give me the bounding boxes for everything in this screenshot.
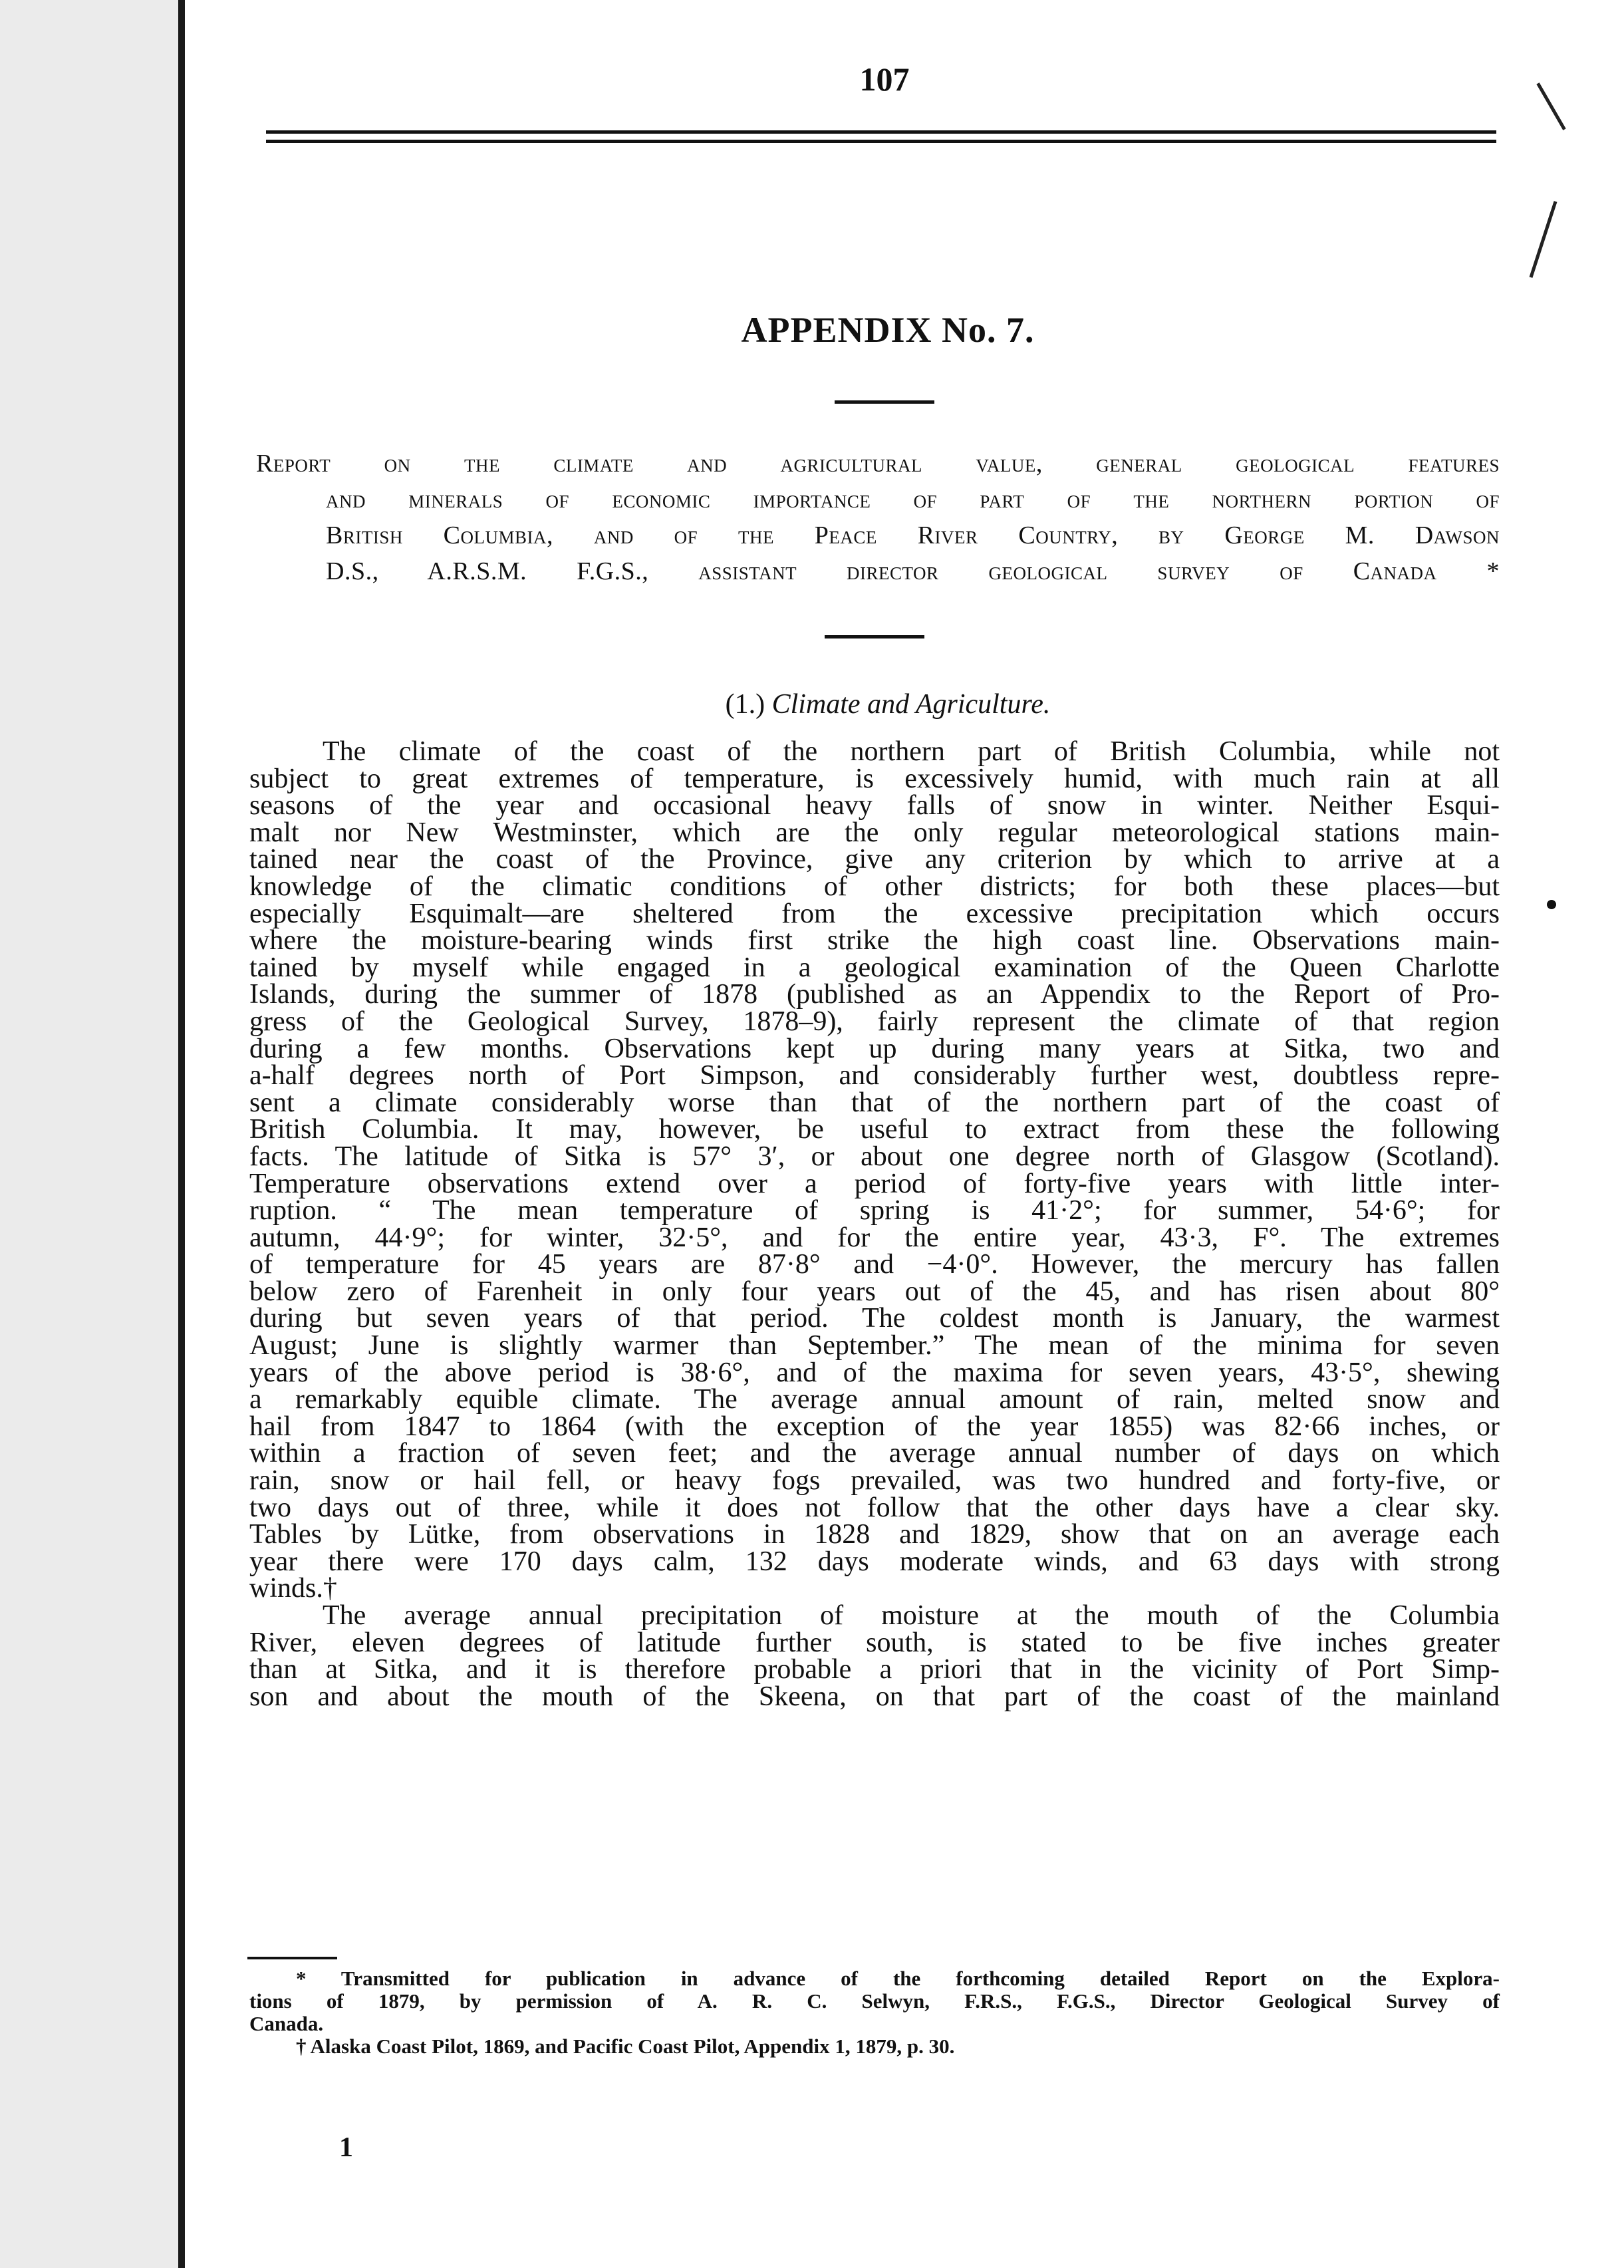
body-line: sent a climate considerably worse than that of the northern part of the coast of bbox=[249, 1087, 1500, 1118]
body-text bbox=[249, 738, 1500, 1710]
body-line: of temperature for 45 years are 87·8° and −4·0°. However, the mercury has fallen bbox=[249, 1249, 1500, 1280]
body-line: River, eleven degrees of latitude further south, is stated to be five inches greater bbox=[249, 1627, 1500, 1658]
body-line: within a fraction of seven feet; and the average annual number of days on which bbox=[249, 1438, 1500, 1469]
body-line: son and about the mouth of the Skeena, on that part of the coast of the mainland bbox=[249, 1681, 1500, 1712]
body-line: a remarkably equible climate. The average annual amount of rain, melted snow and bbox=[249, 1384, 1500, 1415]
report-line: Report on the climate and agricultural value, general geological features bbox=[256, 450, 1500, 478]
body-line: autumn, 44·9°; for winter, 32·5°, and for the entire year, 43·3, F°. The extremes bbox=[249, 1222, 1500, 1253]
body-line: hail from 1847 to 1864 (with the exception of the year 1855) was 82·66 inches, or bbox=[249, 1411, 1500, 1442]
body-line: The climate of the coast of the northern part of British Columbia, while not bbox=[323, 736, 1500, 767]
appendix-title: APPENDIX No. 7. bbox=[741, 310, 1035, 350]
body-line: British Columbia. It may, however, be useful to extract from these the following bbox=[249, 1114, 1500, 1145]
body-line: where the moisture-bearing winds first strike the high coast line. Observations main- bbox=[249, 925, 1500, 956]
report-line: British Columbia, and of the Peace River Country, by George M. Dawson bbox=[326, 521, 1500, 549]
body-line: rain, snow or hail fell, or heavy fogs prevailed, was two hundred and forty-five, or bbox=[249, 1465, 1500, 1496]
body-line: tained by myself while engaged in a geological examination of the Queen Charlotte bbox=[249, 952, 1500, 983]
body-line: Temperature observations extend over a period of forty-five years with little inter- bbox=[249, 1168, 1500, 1199]
body-line: winds.† bbox=[249, 1573, 337, 1604]
footnote-line: tions of 1879, by permission of A. R. C. Selwyn, F.R.S., F.G.S., Director Geological Survey of bbox=[249, 1989, 1500, 2013]
report-description bbox=[256, 446, 1500, 589]
report-line: D.S., A.R.S.M. F.G.S., assistant director geological survey of Canada * bbox=[326, 557, 1500, 585]
body-line: malt nor New Westminster, which are the only regular meteorological stations main- bbox=[249, 817, 1500, 848]
body-line: facts. The latitude of Sitka is 57° 3′, or about one degree north of Glasgow (Scotland). bbox=[249, 1141, 1500, 1172]
body-line: gress of the Geological Survey, 1878–9), fairly represent the climate of that region bbox=[249, 1006, 1500, 1037]
scan-page-edge bbox=[178, 0, 185, 2268]
report-separator-rule bbox=[825, 635, 924, 638]
body-line: years of the above period is 38·6°, and of the maxima for seven years, 43·5°, shewing bbox=[249, 1357, 1500, 1388]
footnote-rule bbox=[247, 1957, 337, 1959]
header-rule-top bbox=[266, 130, 1496, 134]
scan-margin-left bbox=[0, 0, 180, 2268]
page-number: 107 bbox=[859, 61, 910, 98]
body-line: seasons of the year and occasional heavy falls of snow in winter. Neither Esqui- bbox=[249, 790, 1500, 821]
section-heading bbox=[266, 688, 1510, 720]
body-line: than at Sitka, and it is therefore probable a priori that in the vicinity of Port Simp- bbox=[249, 1654, 1500, 1685]
body-line: The average annual precipitation of moisture at the mouth of the Columbia bbox=[323, 1600, 1500, 1631]
body-line: August; June is slightly warmer than September.” The mean of the minima for seven bbox=[249, 1330, 1500, 1361]
body-line: Islands, during the summer of 1878 (published as an Appendix to the Report of Pro- bbox=[249, 979, 1500, 1010]
body-line: subject to great extremes of temperature, is excessively humid, with much rain at all bbox=[249, 763, 1500, 794]
section-title: Climate and Agriculture. bbox=[771, 689, 1051, 720]
body-line: year there were 170 days calm, 132 days moderate winds, and 63 days with strong bbox=[249, 1546, 1500, 1577]
body-line: two days out of three, while it does not follow that the other days have a clear sky. bbox=[249, 1492, 1500, 1523]
body-line: below zero of Farenheit in only four years out of the 45, and has risen about 80° bbox=[249, 1276, 1500, 1307]
margin-ink-dot bbox=[1547, 900, 1556, 909]
report-line: and minerals of economic importance of part of the northern portion of bbox=[326, 486, 1500, 513]
sheet-signature-mark: 1 bbox=[339, 2132, 353, 2163]
title-separator-rule bbox=[835, 400, 934, 404]
body-line: ruption. “ The mean temperature of spring is 41·2°; for summer, 54·6°; for bbox=[249, 1195, 1500, 1226]
footnotes bbox=[249, 1967, 1500, 2058]
body-line: a-half degrees north of Port Simpson, and considerably further west, doubtless repre- bbox=[249, 1060, 1500, 1091]
body-line: during a few months. Observations kept up during many years at Sitka, two and bbox=[249, 1033, 1500, 1064]
footnote-line: † Alaska Coast Pilot, 1869, and Pacific Coast Pilot, Appendix 1, 1879, p. 30. bbox=[296, 2035, 955, 2058]
body-line: especially Esquimalt—are sheltered from the excessive precipitation which occurs bbox=[249, 898, 1500, 929]
body-line: tained near the coast of the Province, give any criterion by which to arrive at a bbox=[249, 844, 1500, 875]
header-rule-bottom bbox=[266, 140, 1496, 143]
body-line: knowledge of the climatic conditions of other districts; for both these places—but bbox=[249, 871, 1500, 902]
body-line: during but seven years of that period. The coldest month is January, the warmest bbox=[249, 1303, 1500, 1334]
section-number: (1.) bbox=[725, 689, 765, 720]
footnote-line: Canada. bbox=[249, 2012, 324, 2035]
footnote-line: * Transmitted for publication in advance of the forthcoming detailed Report on the Explora- bbox=[296, 1967, 1500, 1990]
body-line: Tables by Lütke, from observations in 1828 and 1829, show that on an average each bbox=[249, 1519, 1500, 1550]
